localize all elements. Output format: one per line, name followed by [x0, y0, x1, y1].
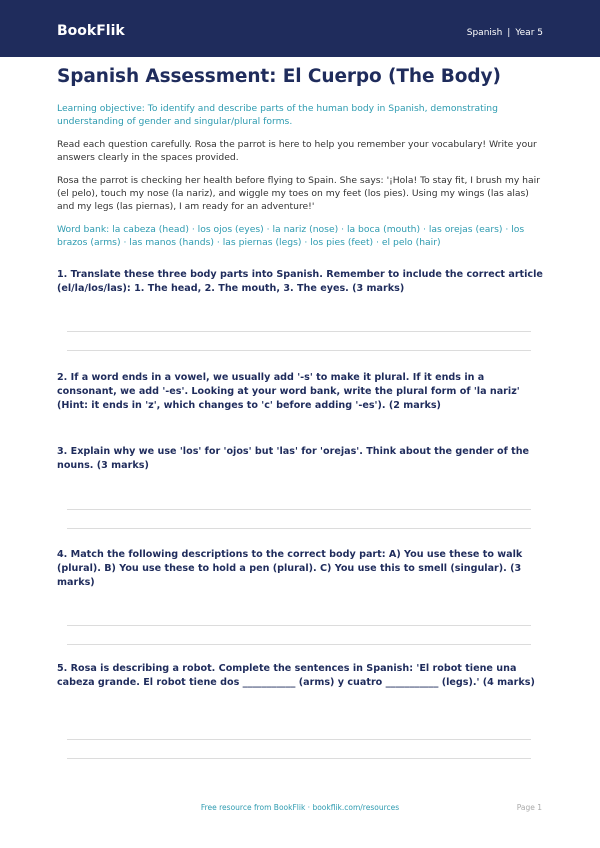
brand-logo: BookFlik	[57, 23, 125, 39]
instructions: Read each question carefully. Rosa the parrot is here to help you remember your vocabulary! Write your answers clearly in the spaces provided.	[57, 139, 537, 163]
answer-line[interactable]	[67, 739, 531, 740]
page-title: Spanish Assessment: El Cuerpo (The Body)	[57, 66, 501, 87]
story-paragraph: Rosa the parrot is checking her health before flying to Spain. She says: '¡Hola! To stay fit, I brush my hair (el pelo), touch my nose (la nariz), and wiggle my toes on my feet (los pies). Using my wings (las alas) and my legs (las piernas), I am ready for an adventure!'	[57, 175, 540, 212]
answer-line[interactable]	[67, 644, 531, 645]
intro-section	[57, 63, 543, 249]
question-3	[57, 445, 543, 473]
page-footer	[0, 803, 600, 815]
footer-resource-link[interactable]: Free resource from BookFlik · bookflik.com/resources	[200, 803, 400, 812]
subject-label: Spanish	[466, 28, 503, 38]
answer-line[interactable]	[67, 758, 531, 759]
question-5	[57, 662, 543, 690]
meta-separator: |	[507, 28, 511, 38]
question-1	[57, 268, 543, 296]
answer-line[interactable]	[67, 331, 531, 332]
question-text: 2. If a word ends in a vowel, we usually add '-s' to make it plural. If it ends in a consonant, we add '-es'. Looking at your word bank, write the plural form of 'la nariz' (Hint: it ends in 'z', which changes to 'c' before adding '-es'). (2 marks)	[57, 372, 520, 411]
learning-objective: Learning objective: To identify and describe parts of the human body in Spanish, demonstrating understanding of gender and singular/plural forms.	[57, 103, 498, 127]
answer-line[interactable]	[67, 625, 531, 626]
question-text: 5. Rosa is describing a robot. Complete the sentences in Spanish: 'El robot tiene una cabeza grande. El robot tiene dos ___________ (arms) y cuatro ___________ (legs).' (4 marks)	[57, 663, 535, 688]
answer-line[interactable]	[67, 528, 531, 529]
answer-line[interactable]	[67, 350, 531, 351]
question-text: 3. Explain why we use 'los' for 'ojos' but 'las' for 'orejas'. Think about the gender of the nouns. (3 marks)	[57, 446, 530, 471]
word-bank: Word bank: la cabeza (head) · los ojos (eyes) · la nariz (nose) · la boca (mouth) · las orejas (ears) · los brazos (arms) · las manos (hands) · las piernas (legs) · los pies (feet) · el pelo (hair)	[57, 224, 525, 248]
answer-line[interactable]	[67, 509, 531, 510]
question-2	[57, 371, 543, 413]
subject-year	[467, 27, 543, 39]
page-number: Page 1	[516, 803, 542, 812]
question-4	[57, 548, 543, 590]
question-text: 4. Match the following descriptions to the correct body part: A) You use these to walk (plural). B) You use these to hold a pen (plural). C) You use this to smell (singular). (3 marks)	[57, 549, 523, 588]
year-label: Year 5	[515, 28, 543, 38]
page-header	[0, 0, 600, 57]
question-text: 1. Translate these three body parts into Spanish. Remember to include the correct article (el/la/los/las): 1. The head, 2. The mouth, 3. The eyes. (3 marks)	[57, 269, 543, 294]
